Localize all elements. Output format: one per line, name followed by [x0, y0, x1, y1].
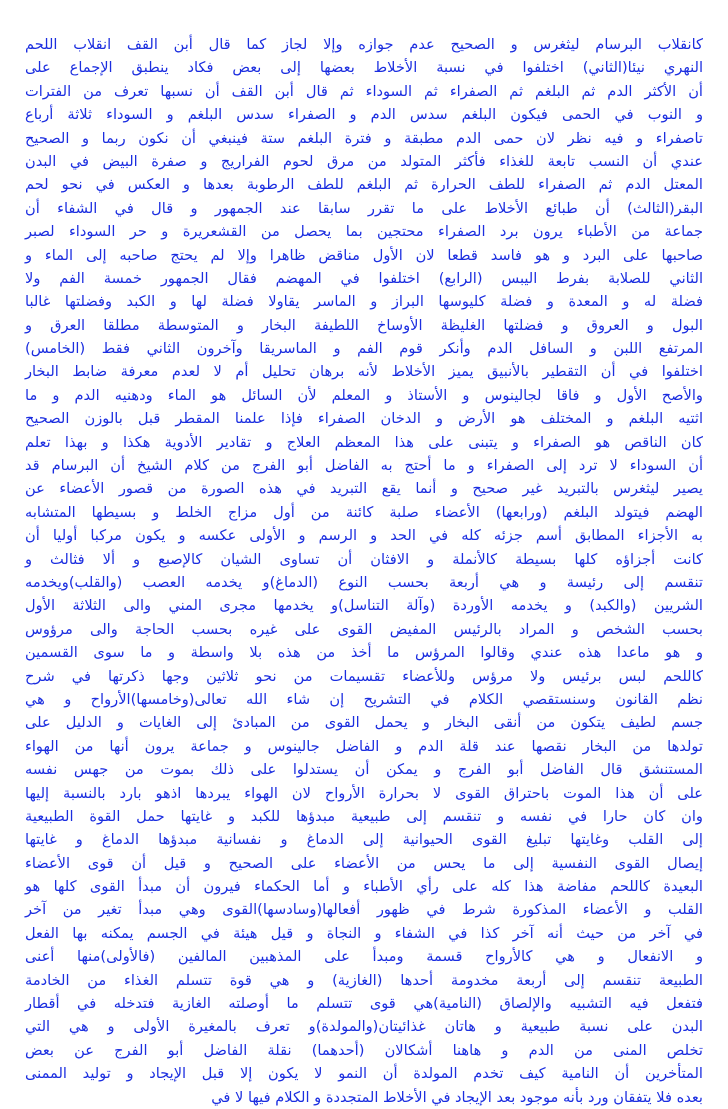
text-line: و النوب في الحمى فيكون البلغم سدس الدم و الصفراء سدس البلغم و السوداء ثلاثة أرباع	[25, 106, 703, 124]
text-line: اثتيه البلغم و المختلف هو الأرض و الدخان الصفراء فإذا علمنا المقطر قبل بالوزن الصحيح	[25, 410, 703, 428]
text-line: تاصفراء و فيه نظر لان حمى الدم مطبقة و فترة البلغم ستة فينبغي أن نكون ربما و الصحيح	[25, 129, 703, 147]
text-line: البدن على نسبة طبيعية و هاتان غذائيتان(والمولدة)و تعرف بالمغيرة الأولى و هي التي	[25, 1018, 703, 1036]
text-line: فضلة له و المعدة و فضلة كليوسها البراز و الماسر يقاولا فضلة لها و الكبد وفضلتها غالبا	[25, 293, 703, 311]
text-line: كاللحم لبس برئيس ولا مرؤس وللأعضاء تقسيمات من نحو ثلاثين وجها ذكرتها في شرح	[25, 667, 703, 685]
text-line: على أن هذا الموت باحتراق القوى لا بحرارة الأرواح لان الهواء يبردها اذهو بارد بالنسبة إليها	[25, 784, 703, 802]
text-line: كانقلاب البرسام ليثغرس و الصحيح عدم جوازه وإلا لجاز كما قال أبن القف انقلاب اللحم	[25, 36, 703, 53]
text-line: وان كان حارا في نفسه و تنقسم إلى طبيعية مبدؤها للكبد و غايتها حمل القوة الطبيعية	[25, 807, 703, 825]
text-line: أن الأكثر الدم ثم البلغم ثم الصفراء ثم السوداء ثم قال أبن القف أن نسبها تعرف من الفترات	[25, 82, 703, 100]
text-line: المتأخرين أن النامية كيف تخدم المولدة أن النمو لا يكون إلا قبل الإيجاد و توليد الممنى	[25, 1065, 703, 1083]
text-line: المستنشق قال الفاضل أبو الفرج و يمكن أن يستدلوا على ذلك بموت من جهس نفسه	[25, 761, 703, 779]
text-line: والأصح الأول و فاقا لجالينوس و الأستاذ و المعلم لأن السائل هو الماء ودهنيه الدم و ما	[25, 386, 703, 404]
text-line: الثاني للصلابة بفرط اليبس (الرابع) اختلفوا في المهضم فقال الجمهور خمسة الفم ولا	[25, 269, 703, 287]
arabic-text-block	[25, 33, 703, 1109]
text-line: و هو ماعدا هذه عندي وقالوا المرؤس ما أخذ من هذه بلا واسطة و ما سوى القسمين	[25, 644, 703, 662]
text-line: اختلفوا في أن التقطير بالأنبيق يميز الأخلاط لأنه برهان تحليل أم لا لعدم معرفة ضابط البخار	[25, 363, 703, 381]
text-line: الشريين (والكبد) و يخدمه الأوردة (وآلة التناسل)و يخدمها مجرى المني والى الثلاثة الأول	[25, 597, 703, 615]
text-line: تولدها من البخار نقصها عند قلة الدم و الفاضل جالينوس و جماعة يرون أنها من الهواء	[25, 737, 703, 755]
text-line: أن السوداء لا ترد إلى الصفراء و ما أحتج به الفاضل أبو الفرج من كلام الشيخ أن البرسام قد	[25, 457, 703, 475]
text-line: المعتل الدم ثم الصفراء للطف الحرارة ثم البلغم للطف الرطوبة بعدها و العكس في نحو لحم	[25, 176, 703, 194]
text-line: النهري نيئا(الثاني) اختلفوا في نسبة الأخلاط بعضها إلى بعض فكاد ينطبق الإجماع على	[25, 59, 703, 77]
text-line: به الأجزاء المطابق أسم جزئه كله في الحد و الرسم و الأولى عكسه و يكون مركبا أوليا أن	[25, 527, 703, 545]
text-line: فتفعل فيه التشبيه والإلصاق (النامية)هي قوى تتسلم ما أوصلته الغازية فتدخله في أقطار	[25, 995, 703, 1013]
text-line: جسم لطيف يتكون من أنقى البخار و يحمل القوى من المبادئ إلى الغايات و الدليل على	[25, 714, 703, 732]
text-line: نظم القانون وسنستقصي الكلام في التشريح إن شاء الله تعالى(وخامسها)الأرواح و هي	[25, 690, 703, 708]
text-line: تخلص المنى من الدم و هاهنا أشكالان (أحدهما) نقلة الفاضل أبو الفرج عن بعض	[25, 1041, 703, 1059]
text-line: يصير ليثغرس بالتبريد غير صحيح و أنما يقع التبريد في هذه الصورة من قصور الأعضاء عن	[25, 480, 703, 498]
text-line: إيصال القوى النفسية إلى ما يحس من الأعضاء على الصحيح و قيل أن قوى الأعضاء	[25, 854, 703, 872]
text-line: صاحبها على البرد و هو فاسد قطعا لان الأول مناقض ظاهرا وإلا لم يحتج صاحبه إلى الماء و	[25, 246, 703, 264]
text-line-last: بعده فلا يتفقان ورد بأنه موجود بعد الإيجاد في الأخلاط المتجددة و الكلام فيها لا في	[211, 1088, 703, 1106]
text-line: كان الناقص هو الصفراء و يتبنى على هذا المعظم العلاج و تقادير الأدوية هكذا و بهذا تعلم	[25, 433, 703, 451]
text-line: الهضم فيتولد البلغم (ورابعها) الأعضاء صلبة كائنة من أول مزاج الخلط و بسيطها المتشابه	[25, 503, 703, 521]
text-line: عندي أن النسب تابعة للغذاء فأكثر المتولد من مرق لحوم الفراريج و صفرة البيض في البدن	[25, 152, 703, 170]
text-line: بحسب الشخص و المراد بالرئيس المفيض القوى على غيره بحسب الحاجة والى مرؤوس	[25, 620, 703, 638]
text-line: إلى القلب وغايتها تبليغ القوى الحيوانية إلى الدماغ و نفسانية مبدؤها الدماغ و غايتها	[25, 831, 703, 849]
text-line: البول و العروق و فضلتها الغليظة الأوساخ اللطيفة البخار و المتوسطة مطلقا العرق و	[25, 316, 703, 334]
text-line: البقر(الثالث) أن طبائع الأخلاط على ما تقرر سابقا عند الجمهور و قال في الشفاء أن	[25, 199, 703, 217]
text-line: البعيدة كاللحم مفاضة هذا كله على رأي الأطباء و أما الحكماء فيرون أن مبدأ القوى كلها هو	[25, 878, 703, 896]
text-line: جماعة من الأطباء يرون برد الصفراء محتجين بما يحصل من القشعريرة و حر السوداء لصبر	[25, 223, 703, 241]
text-line: كانت أجزاؤه كلها بسيطة كالأنملة و الافثان أن تساوى الشيان كالإصبع و ألا فثالث و	[25, 550, 703, 568]
text-line: القلب و الأعضاء المذكورة شرط في ظهور أفعالها(وسادسها)القوى وهي مبدأ تغير من آخر	[25, 901, 703, 919]
text-line: المرتفع اللبن و السافل الدم وأنكر قوم الفم و الماسريقا وآخرون الثاني فقط (الخامس)	[25, 340, 703, 358]
text-line: في آخر من حيث أنه آخر كذا في الشفاء و النجاة و قيل هيئة في الجسم يمكنه بها الفعل	[25, 924, 703, 942]
text-line: تنقسم إلى رئيسة و هي أربعة بحسب النوع (الدماغ)و يخدمه العصب (والقلب)ويخدمه	[25, 573, 703, 591]
text-line: و الانفعال و هي كالأرواح قسمة ومبدأ على المذهبين المالفين (فالأولى)منها أعنى	[25, 948, 703, 966]
text-line: الطبيعة تنقسم إلى أربعة مخدومة أحدها (الغازية) و هي قوة تتسلم الغذاء من الخادمة	[25, 971, 703, 989]
